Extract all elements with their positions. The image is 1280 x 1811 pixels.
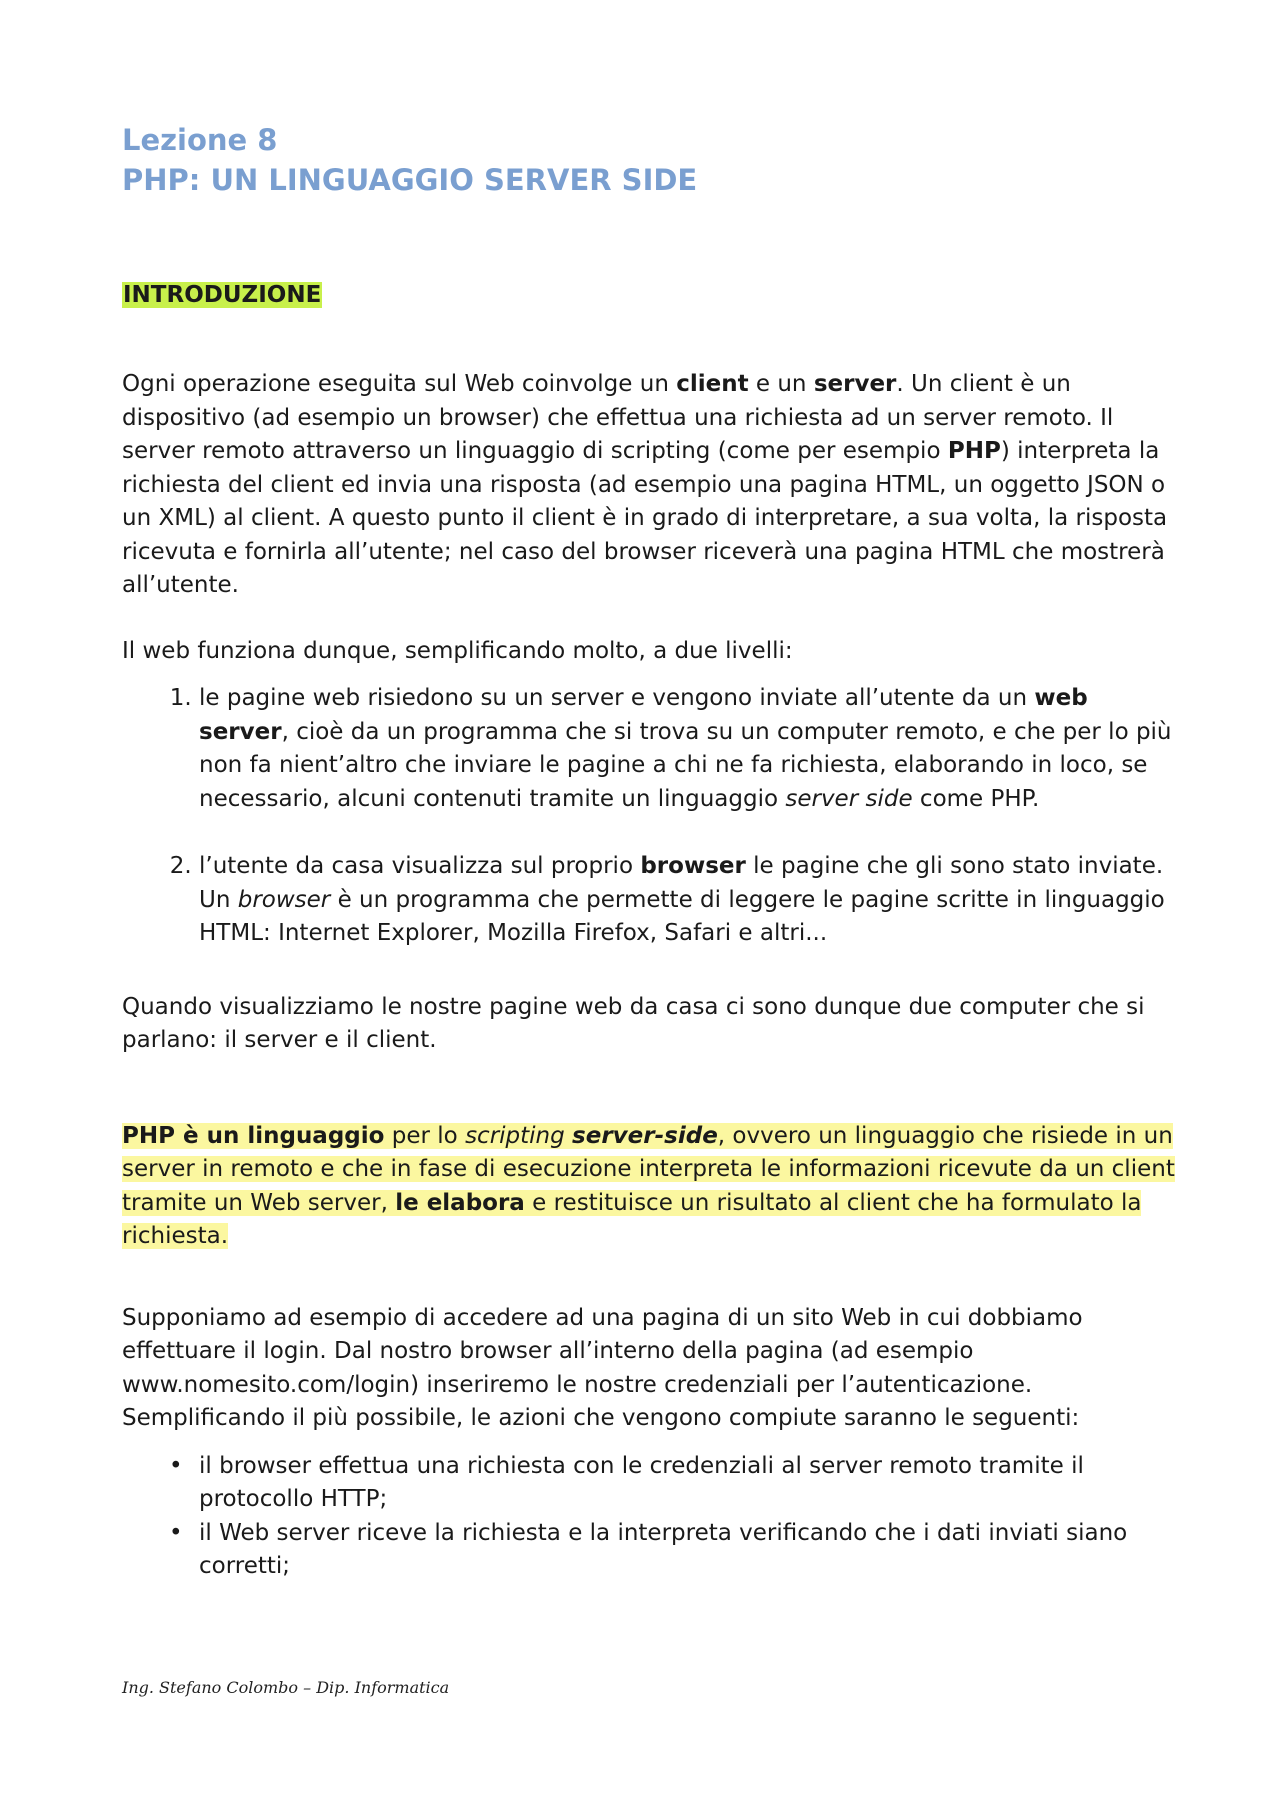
login-steps-list	[122, 1450, 1182, 1584]
lesson-number: Lezione 8	[122, 123, 278, 157]
two-computers-paragraph: Quando visualizziamo le nostre pagine web da casa ci sono dunque due computer che si parlano: il server e il client.	[122, 993, 1145, 1053]
list-item-text: le pagine web risiedono su un server e vengono inviate all’utente da un	[199, 685, 1035, 711]
list-item	[199, 682, 1182, 816]
highlighted-definition	[122, 1123, 1175, 1250]
intro-text: Ogni operazione eseguita sul Web coinvolge un	[122, 371, 677, 397]
section-heading-text: INTRODUZIONE	[123, 282, 322, 308]
definition-text: , ovvero un linguaggio che risiede in un server in remoto e che in fase di esecuzione interpreta le informazioni ricevute da un client tramite un Web server,	[122, 1122, 1175, 1216]
list-item-text: il browser effettua una richiesta con le credenziali al server remoto tramite il protocollo HTTP;	[199, 1452, 1084, 1512]
list-item-text: il Web server riceve la richiesta e la interpreta verificando che i dati inviati siano corretti;	[199, 1519, 1128, 1579]
definition-text	[565, 1123, 572, 1149]
list-item-text: è un programma che permette di leggere le pagine scritte in linguaggio HTML: Internet Explorer, Mozilla Firefox, Safari e altri...	[199, 886, 1165, 946]
definition-bold-italic: server-side	[572, 1122, 718, 1149]
list-item	[169, 1450, 1182, 1517]
definition-bold: PHP è un linguaggio	[122, 1122, 385, 1149]
list-item-text: le pagine che gli sono stato inviate. Un	[199, 853, 1164, 913]
intro-paragraph	[122, 368, 1182, 603]
list-item	[169, 1517, 1182, 1584]
definition-text: per lo	[384, 1122, 466, 1149]
intro-text: e un	[748, 371, 814, 397]
list-item-text: , cioè da un programma che si trova su un computer remoto, e che per lo più non fa nient’altro che inviare le pagine a chi ne fa richiesta, elaborando in loco, se necessario, alcuni contenuti tramite un linguaggio	[199, 718, 1172, 812]
list-item-text: come PHP.	[912, 785, 1040, 812]
page-footer: Ing. Stefano Colombo – Dip. Informatica	[122, 1678, 450, 1697]
lesson-title	[122, 120, 1182, 200]
intro-text: ) interpreta la richiesta del client ed invia una risposta (ad esempio una pagina HTML, un oggetto JSON o un XML) al client. A questo punto il client è in grado di interpretare, a sua volta, la risposta ricevuta e fornirla all’utente; nel caso del browser riceverà una pagina HTML che mostrerà all’utente.	[122, 438, 1168, 598]
php-definition-paragraph	[122, 1120, 1182, 1254]
intro-bold-client: client	[676, 371, 749, 397]
definition-bold: le elabora	[395, 1189, 525, 1216]
document-page	[122, 120, 1182, 1584]
levels-intro: Il web funziona dunque, semplificando molto, a due livelli:	[122, 637, 793, 664]
intro-text: . Un client è un dispositivo (ad esempio un browser) che effettua una richiesta ad un server remoto. Il server remoto attraverso un linguaggio di scripting (come per esempio	[122, 371, 1114, 464]
list-item	[199, 850, 1182, 951]
login-example-paragraph: Supponiamo ad esempio di accedere ad una pagina di un sito Web in cui dobbiamo effettuare il login. Dal nostro browser all’interno della pagina (ad esempio www.nomesito.com/login) inseriremo le nostre credenziali per l’autenticazione. Semplificando il più possibile, le azioni che vengono compiute saranno le seguenti:	[122, 1304, 1083, 1431]
list-item-bold: browser	[640, 853, 746, 879]
section-heading	[122, 280, 1182, 310]
levels-list	[122, 682, 1182, 951]
list-item-italic: server side	[785, 785, 913, 812]
definition-italic: scripting	[465, 1122, 565, 1149]
definition-text: e restituisce un risultato al client che ha formulato la richiesta.	[122, 1189, 1142, 1249]
intro-bold-php: PHP	[947, 438, 1001, 464]
intro-bold-server: server	[813, 371, 897, 397]
list-item-italic: browser	[237, 886, 331, 913]
bullet-icon: •	[169, 1519, 183, 1546]
lesson-subject: PHP: UN LINGUAGGIO SERVER SIDE	[122, 163, 698, 197]
list-item-bold: web server	[199, 685, 1088, 745]
list-item-text: l’utente da casa visualizza sul proprio	[199, 853, 641, 879]
bullet-icon: •	[169, 1452, 183, 1479]
